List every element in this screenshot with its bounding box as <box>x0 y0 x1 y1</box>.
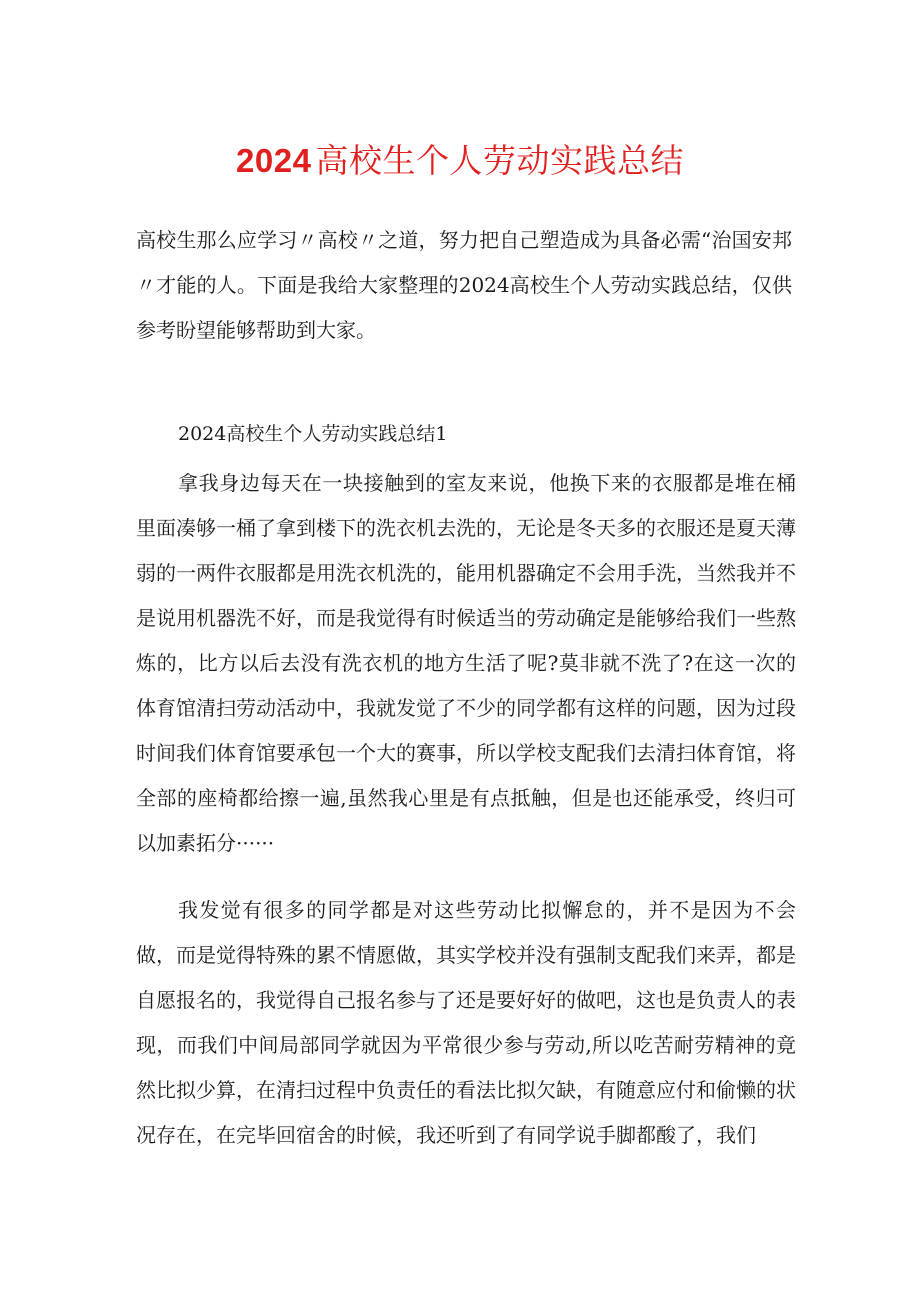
title-year: 2024 <box>236 142 312 179</box>
section-heading: 2024高校生个人劳动实践总结1 <box>178 423 448 445</box>
intro-paragraph: 高校生那么应学习〃高校〃之道，努力把自己塑造成为具备必需“治国安邦〃才能的人。下面是我给大家整理的2024高校生个人劳动实践总结，仅供参考盼望能够帮助到大家。 <box>136 228 792 342</box>
body-paragraph-2: 我发觉有很多的同学都是对这些劳动比拟懈怠的，并不是因为不会做，而是觉得特殊的累不情愿做，其实学校并没有强制支配我们来弄，都是自愿报名的，我觉得自己报名参与了还是要好好的做吧，这也是负责人的表现，而我们中间局部同学就因为平常很少参与劳动,所以吃苦耐劳精神的竟然比拟少算，在清扫过程中负责任的看法比拟欠缺，有随意应付和偷懒的状况存在，在完毕回宿舍的时候，我还听到了有同学说手脚都酸了，我们 <box>136 898 796 1147</box>
title-text: 高校生个人劳动实践总结 <box>315 141 684 180</box>
body-paragraph-1: 拿我身边每天在一块接触到的室友来说，他换下来的衣服都是堆在桶里面凑够一桶了拿到楼下的洗衣机去洗的，无论是冬天多的衣服还是夏天薄弱的一两件衣服都是用洗衣机洗的，能用机器确定不会用手洗，当然我并不是说用机器洗不好，而是我觉得有时候适当的劳动确定是能够给我们一些熬炼的，比方以后去没有洗衣机的地方生活了呢?莫非就不洗了?在这一次的体育馆清扫劳动活动中，我就发觉了不少的同学都有这样的问题，因为过段时间我们体育馆要承包一个大的赛事，所以学校支配我们去清扫体育馆，将全部的座椅都给擦一遍,虽然我心里是有点抵触，但是也还能承受，终归可以加素拓分······ <box>136 471 796 855</box>
document-title <box>0 138 920 184</box>
